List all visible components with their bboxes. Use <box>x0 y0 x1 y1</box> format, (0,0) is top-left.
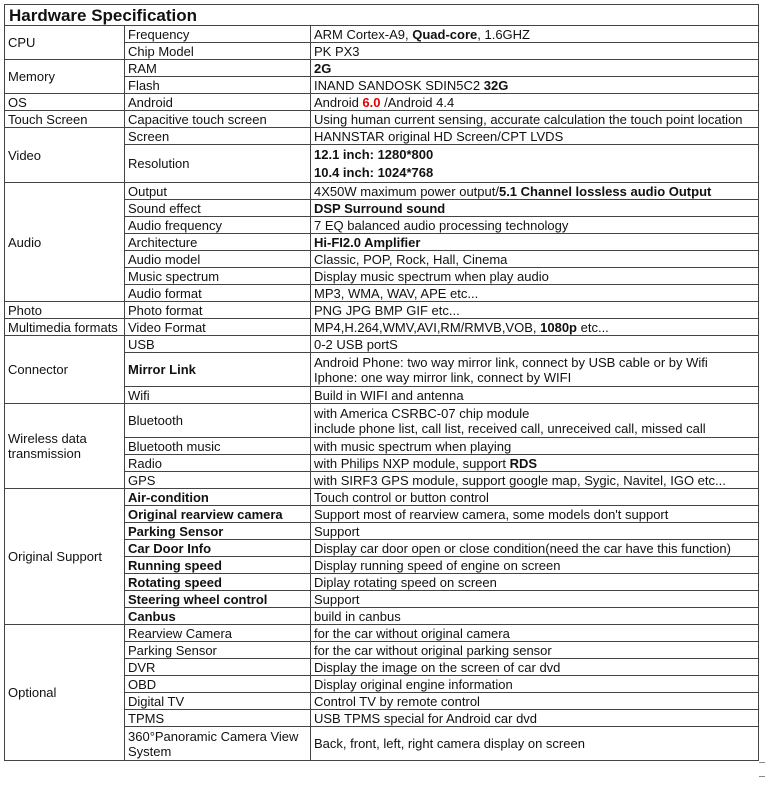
value-obd: Display original engine information <box>311 676 759 693</box>
value-opt-parking-sensor: for the car without original parking sensor <box>311 642 759 659</box>
value-dvr: Display the image on the screen of car dvd <box>311 659 759 676</box>
label-chip-model: Chip Model <box>125 43 311 60</box>
spec-sheet <box>4 4 758 761</box>
label-video-format: Video Format <box>125 319 311 336</box>
label-running-speed: Running speed <box>125 557 311 574</box>
value-architecture: Hi-FI2.0 Amplifier <box>311 234 759 251</box>
category-original-support: Original Support <box>5 489 125 625</box>
label-bluetooth-music: Bluetooth music <box>125 438 311 455</box>
value-audio-format: MP3, WMA, WAV, APE etc... <box>311 285 759 302</box>
label-tpms: TPMS <box>125 710 311 727</box>
label-digital-tv: Digital TV <box>125 693 311 710</box>
value-music-spectrum: Display music spectrum when play audio <box>311 268 759 285</box>
value-ram: 2G <box>311 60 759 77</box>
category-os: OS <box>5 94 125 111</box>
label-radio: Radio <box>125 455 311 472</box>
label-obd: OBD <box>125 676 311 693</box>
label-steering-wheel-control: Steering wheel control <box>125 591 311 608</box>
category-multimedia: Multimedia formats <box>5 319 125 336</box>
label-wifi: Wifi <box>125 387 311 404</box>
table-title: Hardware Specification <box>5 5 759 26</box>
value-photo-format: PNG JPG BMP GIF etc... <box>311 302 759 319</box>
value-parking-sensor: Support <box>311 523 759 540</box>
label-photo-format: Photo format <box>125 302 311 319</box>
label-sound-effect: Sound effect <box>125 200 311 217</box>
label-rotating-speed: Rotating speed <box>125 574 311 591</box>
value-opt-rearview-camera: for the car without original camera <box>311 625 759 642</box>
category-audio: Audio <box>5 183 125 302</box>
label-frequency: Frequency <box>125 26 311 43</box>
value-canbus: build in canbus <box>311 608 759 625</box>
value-tpms: USB TPMS special for Android car dvd <box>311 710 759 727</box>
category-video: Video <box>5 128 125 183</box>
value-chip-model: PK PX3 <box>311 43 759 60</box>
value-audio-frequency: 7 EQ balanced audio processing technology <box>311 217 759 234</box>
value-android: Android 6.0 /Android 4.4 <box>311 94 759 111</box>
value-panoramic-camera: Back, front, left, right camera display on screen <box>311 727 759 761</box>
label-mirror-link: Mirror Link <box>125 353 311 387</box>
value-car-door-info: Display car door open or close condition(need the car have this function) <box>311 540 759 557</box>
category-touch-screen: Touch Screen <box>5 111 125 128</box>
value-usb: 0-2 USB portS <box>311 336 759 353</box>
category-cpu: CPU <box>5 26 125 60</box>
value-air-condition: Touch control or button control <box>311 489 759 506</box>
label-dvr: DVR <box>125 659 311 676</box>
label-original-rearview-camera: Original rearview camera <box>125 506 311 523</box>
value-running-speed: Display running speed of engine on screen <box>311 557 759 574</box>
label-flash: Flash <box>125 77 311 94</box>
value-frequency: ARM Cortex-A9, Quad-core, 1.6GHZ <box>311 26 759 43</box>
category-photo: Photo <box>5 302 125 319</box>
value-digital-tv: Control TV by remote control <box>311 693 759 710</box>
label-gps: GPS <box>125 472 311 489</box>
value-capacitive: Using human current sensing, accurate calculation the touch point location <box>311 111 759 128</box>
label-capacitive: Capacitive touch screen <box>125 111 311 128</box>
value-bluetooth: with America CSRBC-07 chip module include phone list, call list, received call, unreceived call, missed call <box>311 404 759 438</box>
label-audio-frequency: Audio frequency <box>125 217 311 234</box>
value-original-rearview-camera: Support most of rearview camera, some models don't support <box>311 506 759 523</box>
category-wireless: Wireless data transmission <box>5 404 125 489</box>
category-optional: Optional <box>5 625 125 761</box>
category-connector: Connector <box>5 336 125 404</box>
value-rotating-speed: Diplay rotating speed on screen <box>311 574 759 591</box>
label-music-spectrum: Music spectrum <box>125 268 311 285</box>
label-opt-parking-sensor: Parking Sensor <box>125 642 311 659</box>
category-memory: Memory <box>5 60 125 94</box>
value-video-format: MP4,H.264,WMV,AVI,RM/RMVB,VOB, 1080p etc... <box>311 319 759 336</box>
label-panoramic-camera: 360°Panoramic Camera View System <box>125 727 311 761</box>
value-output: 4X50W maximum power output/5.1 Channel lossless audio Output <box>311 183 759 200</box>
label-android: Android <box>125 94 311 111</box>
edge-mark <box>759 776 765 781</box>
edge-mark <box>759 762 765 767</box>
label-ram: RAM <box>125 60 311 77</box>
value-sound-effect: DSP Surround sound <box>311 200 759 217</box>
label-bluetooth: Bluetooth <box>125 404 311 438</box>
spec-table <box>4 4 759 761</box>
label-screen: Screen <box>125 128 311 145</box>
value-flash: INAND SANDOSK SDIN5C2 32G <box>311 77 759 94</box>
value-bluetooth-music: with music spectrum when playing <box>311 438 759 455</box>
value-radio: with Philips NXP module, support RDS <box>311 455 759 472</box>
label-usb: USB <box>125 336 311 353</box>
value-resolution: 12.1 inch: 1280*800 10.4 inch: 1024*768 <box>311 145 759 183</box>
label-audio-format: Audio format <box>125 285 311 302</box>
label-air-condition: Air-condition <box>125 489 311 506</box>
value-mirror-link: Android Phone: two way mirror link, connect by USB cable or by Wifi Iphone: one way mirror link, connect by WIFI <box>311 353 759 387</box>
label-output: Output <box>125 183 311 200</box>
value-wifi: Build in WIFI and antenna <box>311 387 759 404</box>
label-audio-model: Audio model <box>125 251 311 268</box>
value-steering-wheel-control: Support <box>311 591 759 608</box>
value-audio-model: Classic, POP, Rock, Hall, Cinema <box>311 251 759 268</box>
label-architecture: Architecture <box>125 234 311 251</box>
label-parking-sensor: Parking Sensor <box>125 523 311 540</box>
label-opt-rearview-camera: Rearview Camera <box>125 625 311 642</box>
label-car-door-info: Car Door Info <box>125 540 311 557</box>
value-gps: with SIRF3 GPS module, support google map, Sygic, Navitel, IGO etc... <box>311 472 759 489</box>
label-resolution: Resolution <box>125 145 311 183</box>
value-screen: HANNSTAR original HD Screen/CPT LVDS <box>311 128 759 145</box>
label-canbus: Canbus <box>125 608 311 625</box>
